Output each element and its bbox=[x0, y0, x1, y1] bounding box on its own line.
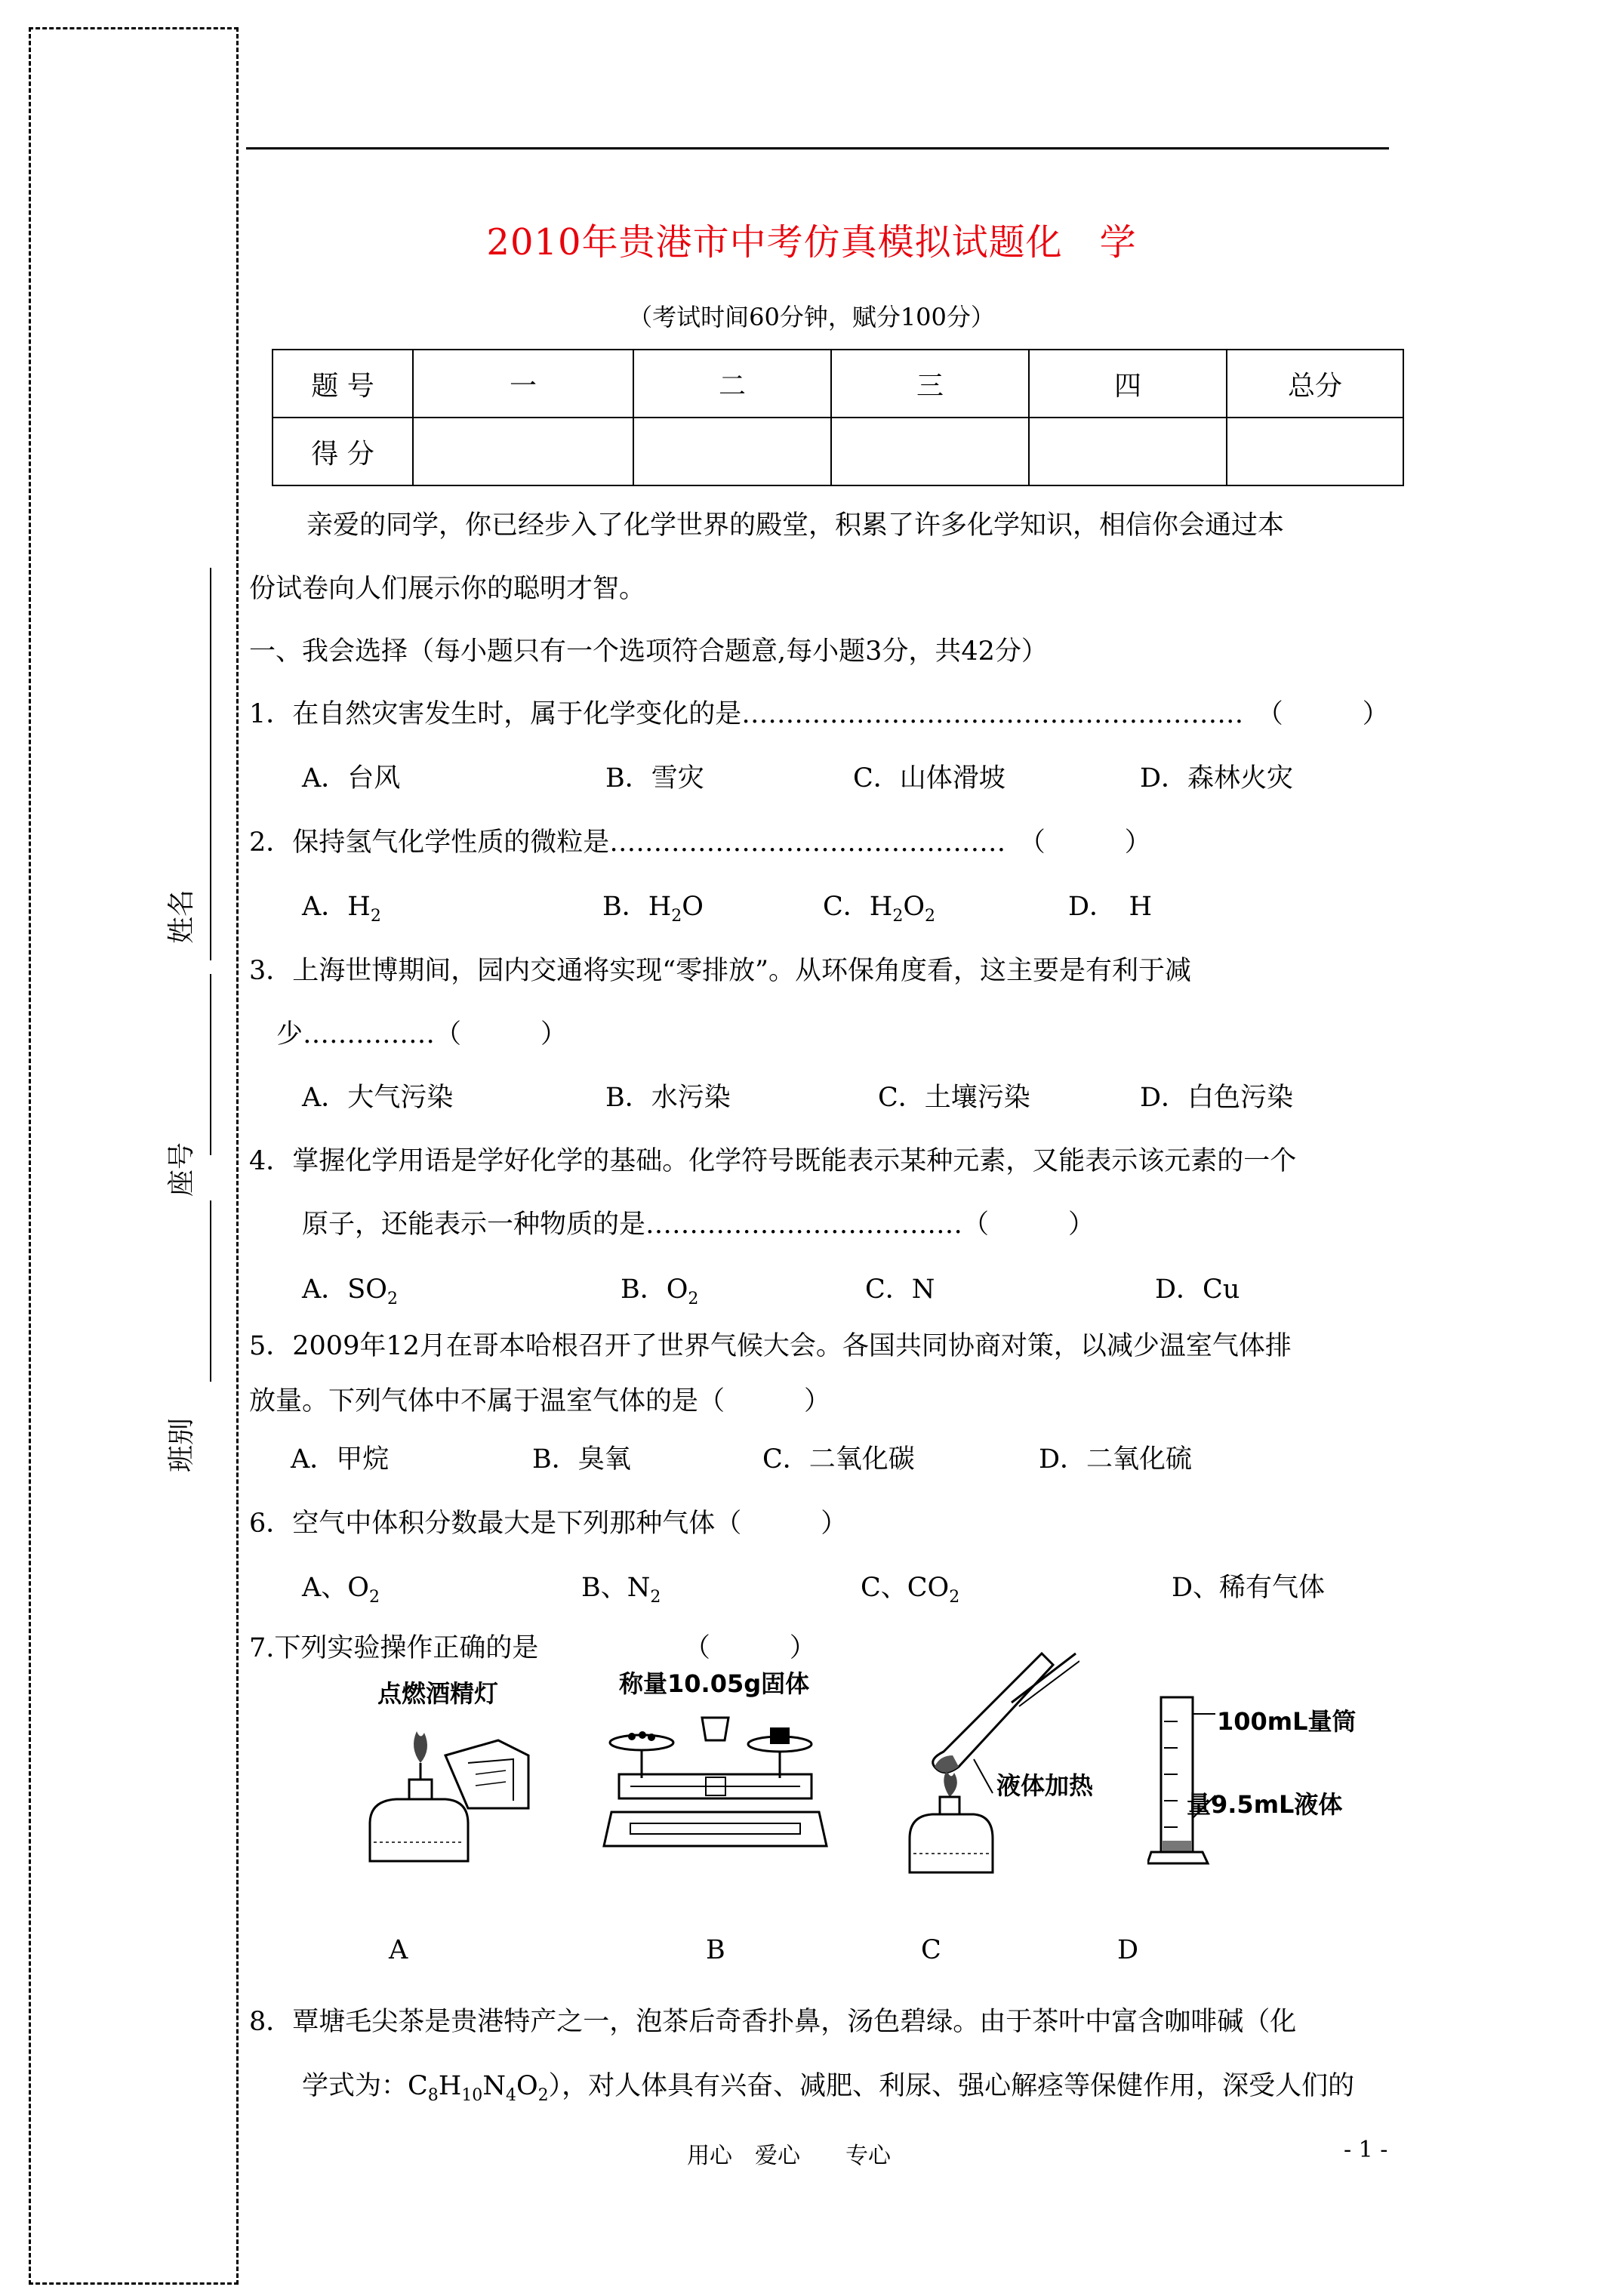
table-cell: 二 bbox=[633, 350, 831, 418]
q1-option-c: C．山体滑坡 bbox=[853, 763, 1006, 794]
page-title: 2010年贵港市中考仿真模拟试题化 学 bbox=[486, 221, 1137, 264]
header-rule bbox=[246, 147, 1389, 149]
fig-a-label: 点燃酒精灯 bbox=[377, 1679, 499, 1708]
q5-option-d: D．二氧化硫 bbox=[1039, 1444, 1193, 1475]
fig-c-label: 液体加热 bbox=[996, 1771, 1094, 1800]
binding-margin-frame bbox=[29, 27, 239, 2285]
page-number: - 1 - bbox=[1344, 2137, 1388, 2163]
seat-line-lower bbox=[210, 1200, 211, 1382]
q4-option-a: A．$SO_2$ bbox=[302, 1274, 398, 1308]
q6-stem: 6．空气中体积分数最大是下列那种气体（ ） bbox=[249, 1509, 848, 1539]
q3-line-2: 少……………（ ） bbox=[276, 1019, 568, 1049]
q4-option-b: B．$O_2$ bbox=[621, 1274, 699, 1308]
q7-option-a: A bbox=[389, 1935, 408, 1965]
q2-option-b: B．$H_2O$ bbox=[602, 892, 704, 926]
name-label: 姓名 bbox=[166, 889, 197, 944]
class-label: 班别 bbox=[166, 1417, 197, 1472]
q2-option-a: A．$H_2$ bbox=[302, 892, 381, 926]
fig-d-label-1: 100mL量筒 bbox=[1217, 1707, 1357, 1736]
q4-line-1: 4．掌握化学用语是学好化学的基础。化学符号既能表示某种元素，又能表示该元素的一个 bbox=[249, 1146, 1297, 1176]
q1-option-a: A．台风 bbox=[302, 763, 401, 794]
table-cell: 得 分 bbox=[273, 418, 413, 485]
q8-line-2: 学式为：$C_8H_{10}N_4O_2$），对人体具有兴奋、减肥、利尿、强心解痉等保健作用，深受人们的 bbox=[302, 2071, 1355, 2105]
q6-option-d: D、稀有气体 bbox=[1172, 1573, 1326, 1603]
table-cell: 题 号 bbox=[273, 350, 413, 418]
q6-option-b: B、$N_2$ bbox=[581, 1573, 661, 1607]
table-cell: 三 bbox=[831, 350, 1029, 418]
q1-stem: 1．在自然灾害发生时，属于化学变化的是………………………………………………… （ ） bbox=[249, 699, 1389, 729]
q5-option-b: B．臭氧 bbox=[532, 1444, 631, 1475]
seat-label: 座号 bbox=[166, 1142, 197, 1197]
q5-option-c: C．二氧化碳 bbox=[762, 1444, 915, 1475]
alcohol-lamp-lighting-figure bbox=[355, 1710, 544, 1876]
q3-option-c: C．土壤污染 bbox=[878, 1083, 1030, 1113]
heating-test-tube-figure bbox=[898, 1646, 1079, 1880]
q6-option-a: A、$O_2$ bbox=[302, 1573, 380, 1607]
name-line bbox=[210, 568, 211, 960]
q1-option-d: D．森林火灾 bbox=[1140, 763, 1294, 794]
table-cell: 总分 bbox=[1227, 350, 1403, 418]
q7-stem: 7.下列实验操作正确的是 （ ） bbox=[249, 1633, 816, 1663]
q3-option-a: A．大气污染 bbox=[302, 1083, 454, 1113]
table-cell: 四 bbox=[1029, 350, 1227, 418]
q7-option-d: D bbox=[1117, 1935, 1139, 1965]
q3-line-1: 3．上海世博期间，园内交通将实现“零排放”。从环保角度看，这主要是有利于减 bbox=[249, 956, 1192, 986]
q4-option-d: D．Cu bbox=[1155, 1274, 1240, 1305]
score-input-cell[interactable] bbox=[1029, 418, 1227, 485]
score-input-cell[interactable] bbox=[831, 418, 1029, 485]
q5-line-2: 放量。下列气体中不属于温室气体的是（ ） bbox=[249, 1386, 831, 1416]
intro-line-2: 份试卷向人们展示你的聪明才智。 bbox=[249, 574, 646, 604]
q2-stem: 2．保持氢气化学性质的微粒是……………………………………… （ ） bbox=[249, 827, 1151, 858]
score-input-cell[interactable] bbox=[633, 418, 831, 485]
score-table bbox=[272, 349, 1404, 486]
q3-option-d: D．白色污染 bbox=[1140, 1083, 1294, 1113]
q7-option-c: C bbox=[921, 1935, 941, 1965]
score-input-cell[interactable] bbox=[1227, 418, 1403, 485]
measuring-cylinder-figure bbox=[1147, 1691, 1223, 1872]
q4-option-c: C．N bbox=[865, 1274, 935, 1305]
table-row bbox=[273, 418, 1403, 485]
footer-motto: 用心 爱心 专心 bbox=[687, 2143, 891, 2169]
q8-line-1: 8．覃塘毛尖茶是贵港特产之一，泡茶后奇香扑鼻，汤色碧绿。由于茶叶中富含咖啡碱（化 bbox=[249, 2007, 1297, 2037]
q7-option-b: B bbox=[706, 1935, 725, 1965]
exam-info: （考试时间60分钟，赋分100分） bbox=[628, 303, 995, 331]
fig-b-label: 称量10.05g固体 bbox=[619, 1669, 810, 1698]
q6-option-c: C、$CO_2$ bbox=[861, 1573, 960, 1607]
balance-scale-figure bbox=[600, 1699, 830, 1876]
table-row bbox=[273, 350, 1403, 418]
q5-option-a: A．甲烷 bbox=[291, 1444, 390, 1475]
q4-line-2: 原子，还能表示一种物质的是………………………………（ ） bbox=[302, 1210, 1095, 1240]
q3-option-b: B．水污染 bbox=[605, 1083, 731, 1113]
score-input-cell[interactable] bbox=[413, 418, 633, 485]
table-cell: 一 bbox=[413, 350, 633, 418]
q1-option-b: B．雪灾 bbox=[605, 763, 704, 794]
intro-line-1: 亲爱的同学，你已经步入了化学世界的殿堂，积累了许多化学知识，相信你会通过本 bbox=[306, 510, 1285, 541]
q2-option-d: D． H bbox=[1068, 892, 1153, 922]
q5-line-1: 5．2009年12月在哥本哈根召开了世界气候大会。各国共同协商对策，以减少温室气体排 bbox=[249, 1331, 1292, 1361]
q2-option-c: C．$H_2O_2$ bbox=[823, 892, 936, 926]
fig-d-label-2: 量9.5mL液体 bbox=[1187, 1790, 1343, 1819]
seat-line bbox=[210, 974, 211, 1155]
section-1-heading: 一、我会选择（每小题只有一个选项符合题意,每小题3分，共42分） bbox=[249, 636, 1048, 667]
